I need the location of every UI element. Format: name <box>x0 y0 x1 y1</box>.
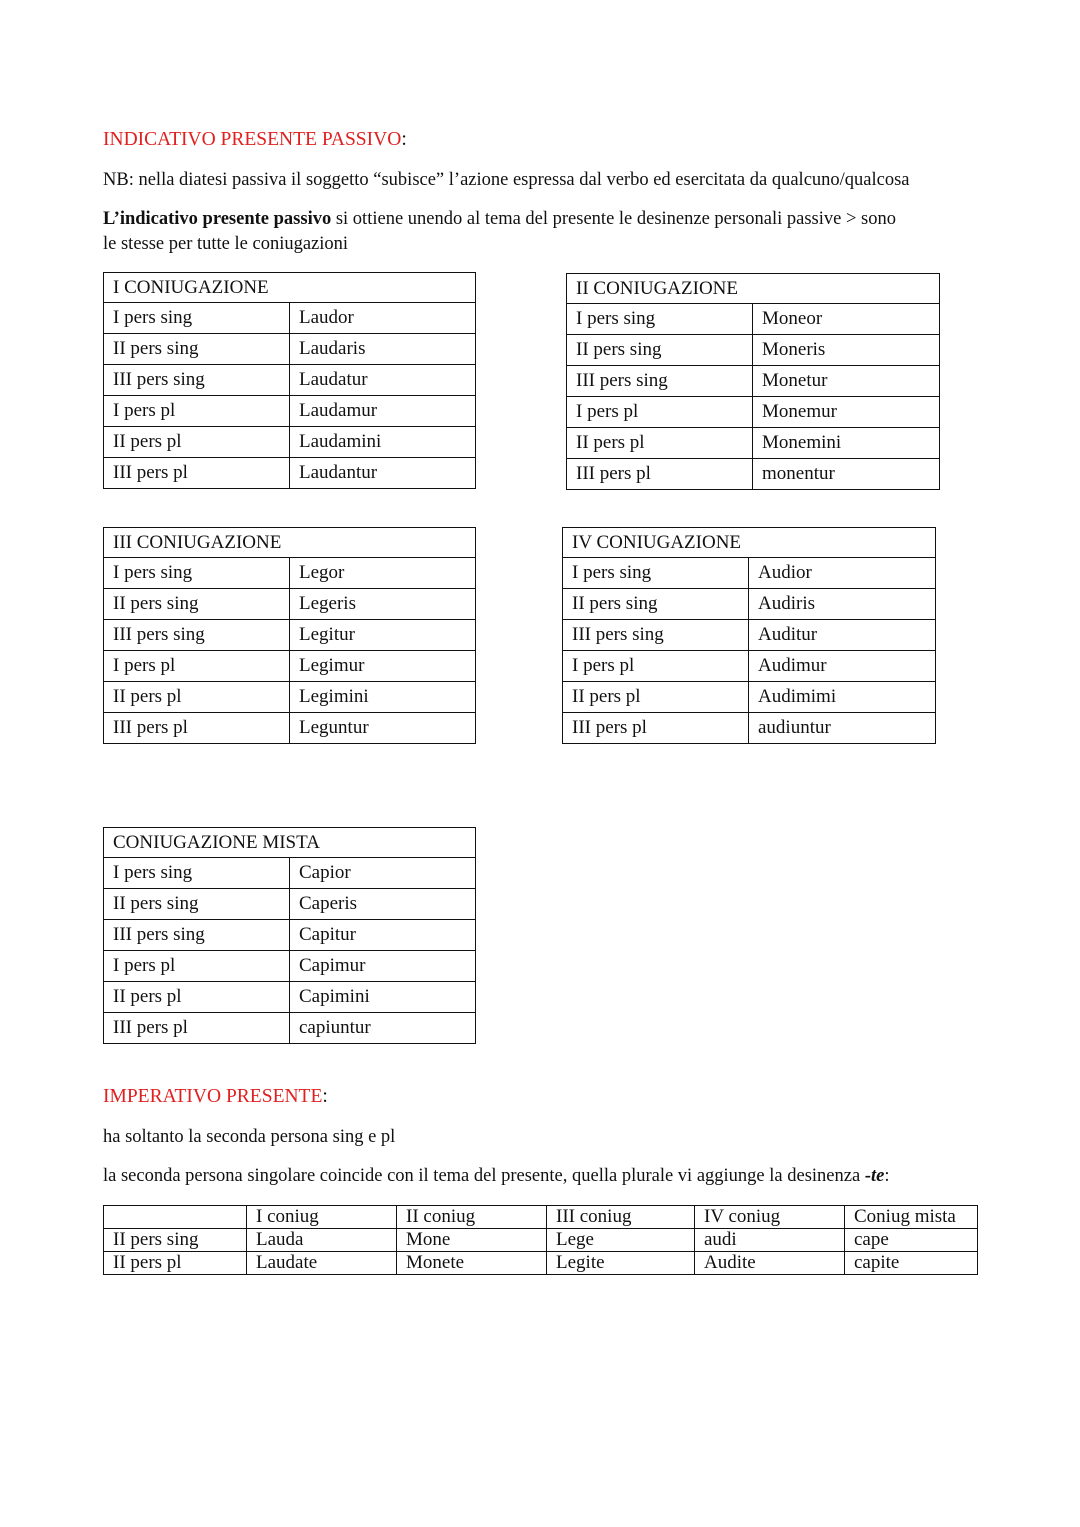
rule-paragraph <box>103 207 983 257</box>
imp-cell: Audite <box>695 1252 845 1275</box>
section-title-indicativo <box>103 129 407 151</box>
form-cell: Capimini <box>290 982 476 1013</box>
person-cell: II pers pl <box>104 982 290 1013</box>
imp-cell: cape <box>845 1229 978 1252</box>
table-title: I CONIUGAZIONE <box>104 273 476 303</box>
header-cell: II coniug <box>397 1206 547 1229</box>
table-row <box>104 1013 476 1044</box>
form-cell: Leguntur <box>290 713 476 744</box>
imp-cell: capite <box>845 1252 978 1275</box>
table-row <box>104 620 476 651</box>
table-row <box>104 889 476 920</box>
person-cell: I pers pl <box>567 397 753 428</box>
section-title-imperativo <box>103 1086 328 1108</box>
table-header-row <box>104 1206 978 1229</box>
form-cell: Audiris <box>749 589 936 620</box>
person-cell: III pers pl <box>563 713 749 744</box>
imperativo-ending: -te <box>864 1166 885 1186</box>
table-row <box>104 365 476 396</box>
person-cell: II pers sing <box>567 335 753 366</box>
rule-post: si ottiene unendo al tema del presente le desinenze personali passive > sono <box>331 209 896 229</box>
person-cell: I pers sing <box>104 303 290 334</box>
table-row <box>563 682 936 713</box>
form-cell: capiuntur <box>290 1013 476 1044</box>
person-cell: II pers pl <box>567 428 753 459</box>
person-cell: II pers pl <box>104 427 290 458</box>
imperativo-title-colon: : <box>322 1086 328 1107</box>
form-cell: Monemur <box>753 397 940 428</box>
table-coniugazione-mista <box>103 827 476 1044</box>
table-row <box>104 589 476 620</box>
form-cell: Capimur <box>290 951 476 982</box>
person-cell: I pers pl <box>563 651 749 682</box>
person-cell: I pers pl <box>104 396 290 427</box>
form-cell: audiuntur <box>749 713 936 744</box>
table-row <box>563 620 936 651</box>
person-cell: II pers pl <box>563 682 749 713</box>
imp-cell: Lauda <box>247 1229 397 1252</box>
form-cell: Laudor <box>290 303 476 334</box>
form-cell: Auditur <box>749 620 936 651</box>
form-cell: Audimur <box>749 651 936 682</box>
table-coniugazione-1 <box>103 272 476 489</box>
header-cell: I coniug <box>247 1206 397 1229</box>
table-row <box>104 1229 978 1252</box>
form-cell: Capitur <box>290 920 476 951</box>
person-cell: III pers sing <box>104 365 290 396</box>
person-cell: III pers pl <box>104 458 290 489</box>
person-cell: I pers pl <box>104 651 290 682</box>
table-coniugazione-4 <box>562 527 936 744</box>
table-row <box>104 713 476 744</box>
person-cell: I pers pl <box>104 951 290 982</box>
person-cell: II pers pl <box>104 682 290 713</box>
form-cell: Laudantur <box>290 458 476 489</box>
table-row <box>104 651 476 682</box>
imp-cell: Laudate <box>247 1252 397 1275</box>
table-row <box>104 396 476 427</box>
table-row <box>104 334 476 365</box>
table-row <box>563 589 936 620</box>
form-cell: Laudaris <box>290 334 476 365</box>
person-cell: III pers sing <box>567 366 753 397</box>
table-row <box>104 427 476 458</box>
form-cell: Legimini <box>290 682 476 713</box>
table-row <box>563 713 936 744</box>
imperativo-line2 <box>103 1164 889 1189</box>
form-cell: Laudamini <box>290 427 476 458</box>
table-row <box>567 335 940 366</box>
person-cell: I pers sing <box>563 558 749 589</box>
form-cell: Audior <box>749 558 936 589</box>
imp-cell: audi <box>695 1229 845 1252</box>
imp-cell: Monete <box>397 1252 547 1275</box>
person-cell: II pers sing <box>563 589 749 620</box>
table-title: CONIUGAZIONE MISTA <box>104 828 476 858</box>
form-cell: Laudatur <box>290 365 476 396</box>
form-cell: Laudamur <box>290 396 476 427</box>
table-row <box>563 558 936 589</box>
person-cell: III pers pl <box>104 713 290 744</box>
imperativo-line2-pre: la seconda persona singolare coincide con il tema del presente, quella plurale vi aggiunge la desinenza <box>103 1166 865 1186</box>
form-cell: Moneris <box>753 335 940 366</box>
table-row <box>567 366 940 397</box>
table-row <box>104 558 476 589</box>
header-cell: Coniug mista <box>845 1206 978 1229</box>
form-cell: Monetur <box>753 366 940 397</box>
table-row <box>563 651 936 682</box>
person-cell: II pers sing <box>104 334 290 365</box>
table-row <box>567 397 940 428</box>
table-row <box>104 858 476 889</box>
imperativo-line2-post: : <box>884 1166 890 1186</box>
form-cell: Monemini <box>753 428 940 459</box>
person-cell: III pers pl <box>104 1013 290 1044</box>
table-row <box>104 682 476 713</box>
form-cell: Legor <box>290 558 476 589</box>
person-cell: III pers sing <box>563 620 749 651</box>
table-title: III CONIUGAZIONE <box>104 528 476 558</box>
table-row <box>104 303 476 334</box>
rule-pre: L’ <box>103 209 120 229</box>
table-title: IV CONIUGAZIONE <box>563 528 936 558</box>
person-cell: III pers sing <box>104 620 290 651</box>
form-cell: Moneor <box>753 304 940 335</box>
form-cell: Caperis <box>290 889 476 920</box>
table-row <box>104 951 476 982</box>
rule-bold: indicativo presente passivo <box>119 209 332 229</box>
corner-cell <box>104 1206 247 1229</box>
table-row <box>104 1252 978 1275</box>
table-row <box>567 428 940 459</box>
person-cell: I pers sing <box>104 858 290 889</box>
form-cell: Legimur <box>290 651 476 682</box>
indicativo-title-text: INDICATIVO PRESENTE PASSIVO <box>103 129 402 150</box>
person-cell: II pers sing <box>104 889 290 920</box>
header-cell: IV coniug <box>695 1206 845 1229</box>
table-row <box>567 459 940 490</box>
person-cell: I pers sing <box>567 304 753 335</box>
table-row <box>104 920 476 951</box>
nb-paragraph: NB: nella diatesi passiva il soggetto “subisce” l’azione espressa dal verbo ed esercitata da qualcuno/qualcosa <box>103 170 910 190</box>
header-cell: III coniug <box>547 1206 695 1229</box>
table-row <box>104 982 476 1013</box>
rule-line2: le stesse per tutte le coniugazioni <box>103 234 349 254</box>
imp-cell: Lege <box>547 1229 695 1252</box>
imp-cell: Legite <box>547 1252 695 1275</box>
person-cell: I pers sing <box>104 558 290 589</box>
form-cell: Legeris <box>290 589 476 620</box>
form-cell: Legitur <box>290 620 476 651</box>
imperativo-line1: ha soltanto la seconda persona sing e pl <box>103 1127 396 1147</box>
indicativo-title-colon: : <box>401 129 407 150</box>
row-label: II pers sing <box>104 1229 247 1252</box>
table-row <box>104 458 476 489</box>
row-label: II pers pl <box>104 1252 247 1275</box>
imperativo-title-text: IMPERATIVO PRESENTE <box>103 1086 323 1107</box>
table-imperativo <box>103 1205 978 1275</box>
table-coniugazione-3 <box>103 527 476 744</box>
person-cell: III pers pl <box>567 459 753 490</box>
imp-cell: Mone <box>397 1229 547 1252</box>
form-cell: Audimimi <box>749 682 936 713</box>
table-coniugazione-2 <box>566 273 940 490</box>
form-cell: monentur <box>753 459 940 490</box>
table-row <box>567 304 940 335</box>
person-cell: II pers sing <box>104 589 290 620</box>
table-title: II CONIUGAZIONE <box>567 274 940 304</box>
form-cell: Capior <box>290 858 476 889</box>
person-cell: III pers sing <box>104 920 290 951</box>
